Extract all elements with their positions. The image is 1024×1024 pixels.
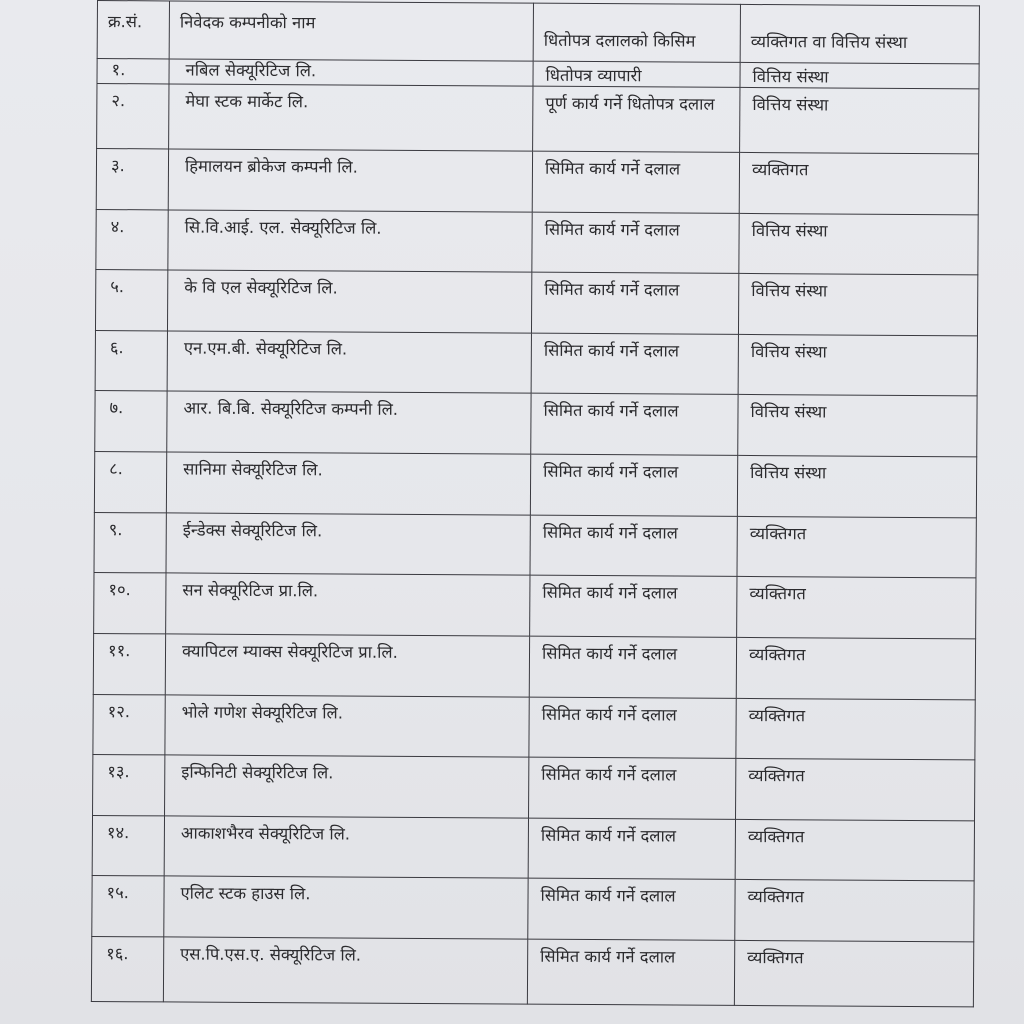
cell-serial-number: १२.	[93, 694, 165, 755]
cell-broker-type: सिमित कार्य गर्ने दलाल	[531, 333, 738, 395]
table-header	[97, 1, 979, 64]
cell-company-name: मेघा स्टक मार्केट लि.	[169, 84, 533, 151]
cell-serial-number: ५.	[95, 270, 167, 331]
cell-category: व्यक्तिगत	[735, 819, 974, 881]
table-row	[93, 694, 975, 760]
table-row	[94, 452, 976, 518]
cell-broker-type: सिमित कार्य गर्ने दलाल	[529, 757, 736, 819]
cell-serial-number: १५.	[92, 876, 164, 937]
table-body	[91, 59, 979, 1007]
table-row	[93, 755, 975, 821]
cell-broker-type: सिमित कार्य गर्ने दलाल	[529, 636, 736, 698]
table-row	[95, 270, 977, 336]
cell-broker-type: पूर्ण कार्य गर्ने धितोपत्र दलाल	[533, 86, 740, 152]
cell-company-name: एलिट स्टक हाउस लि.	[164, 876, 528, 939]
cell-broker-type: सिमित कार्य गर्ने दलाल	[528, 818, 735, 880]
cell-broker-type: सिमित कार्य गर्ने दलाल	[531, 272, 738, 334]
header-applicant-company-name: निवेदक कम्पनीको नाम	[169, 1, 533, 61]
cell-category: वित्तिय संस्था	[740, 62, 979, 89]
cell-serial-number: ४.	[96, 209, 168, 270]
cell-company-name: सानिमा सेक्यूरिटिज लि.	[166, 452, 530, 515]
cell-company-name: सि.वि.आई. एल. सेक्यूरिटिज लि.	[168, 209, 532, 272]
table-row	[92, 815, 974, 881]
table-row	[94, 512, 976, 578]
cell-company-name: एन.एम.बी. सेक्यूरिटिज लि.	[167, 331, 531, 394]
cell-category: वित्तिय संस्था	[739, 213, 978, 275]
broker-applicants-table	[91, 0, 980, 1007]
cell-serial-number: १३.	[93, 755, 165, 816]
table-row	[96, 209, 978, 275]
table-row	[94, 573, 976, 639]
cell-serial-number: २.	[97, 84, 169, 149]
header-individual-or-institution: व्यक्तिगत वा वित्तिय संस्था	[740, 4, 979, 63]
cell-serial-number: ९.	[94, 512, 166, 573]
cell-broker-type: सिमित कार्य गर्ने दलाल	[529, 697, 736, 759]
cell-broker-type: सिमित कार्य गर्ने दलाल	[532, 151, 739, 213]
cell-category: वित्तिय संस्था	[740, 88, 979, 154]
table-row	[95, 391, 977, 457]
cell-company-name: एस.पि.एस.ए. सेक्यूरिटिज लि.	[163, 937, 527, 1004]
cell-company-name: इन्फिनिटी सेक्यूरिटिज लि.	[165, 755, 529, 818]
cell-serial-number: १६.	[91, 937, 163, 1002]
cell-serial-number: ३.	[96, 148, 168, 209]
cell-category: व्यक्तिगत	[737, 577, 976, 639]
cell-serial-number: ११.	[93, 633, 165, 694]
cell-company-name: ईन्डेक्स सेक्यूरिटिज लि.	[166, 513, 530, 576]
cell-serial-number: ८.	[94, 452, 166, 513]
cell-broker-type: सिमित कार्य गर्ने दलाल	[528, 879, 735, 941]
cell-serial-number: ७.	[95, 391, 167, 452]
header-serial-number: क्र.सं.	[97, 1, 169, 59]
cell-serial-number: १४.	[92, 815, 164, 876]
cell-category: वित्तिय संस्था	[737, 455, 976, 517]
cell-broker-type: धितोपत्र व्यापारी	[533, 61, 740, 87]
cell-category: व्यक्तिगत	[736, 759, 975, 821]
cell-category: व्यक्तिगत	[736, 698, 975, 760]
cell-category: व्यक्तिगत	[739, 152, 978, 214]
cell-category: वित्तिय संस्था	[738, 395, 977, 457]
table-row	[93, 633, 975, 699]
cell-company-name: आकाशभैरव सेक्यूरिटिज लि.	[164, 816, 528, 879]
cell-broker-type: सिमित कार्य गर्ने दलाल	[530, 575, 737, 637]
table-header-row	[97, 1, 979, 64]
table-row	[91, 937, 973, 1007]
cell-company-name: के वि एल सेक्यूरिटिज लि.	[167, 270, 531, 333]
cell-category: व्यक्तिगत	[737, 516, 976, 578]
cell-broker-type: सिमित कार्य गर्ने दलाल	[530, 454, 737, 516]
cell-serial-number: १.	[97, 59, 169, 85]
table-row	[97, 84, 979, 154]
table-row	[92, 876, 974, 942]
cell-serial-number: ६.	[95, 330, 167, 391]
cell-company-name: आर. बि.बि. सेक्यूरिटिज कम्पनी लि.	[167, 391, 531, 454]
table-row	[95, 330, 977, 396]
cell-company-name: भोले गणेश सेक्यूरिटिज लि.	[165, 694, 529, 757]
cell-broker-type: सिमित कार्य गर्ने दलाल	[530, 515, 737, 577]
cell-category: व्यक्तिगत	[735, 880, 974, 942]
cell-category: वित्तिय संस्था	[738, 274, 977, 336]
cell-category: व्यक्तिगत	[736, 637, 975, 699]
cell-broker-type: सिमित कार्य गर्ने दलाल	[531, 394, 738, 456]
cell-company-name: क्यापिटल म्याक्स सेक्यूरिटिज प्रा.लि.	[165, 634, 529, 697]
cell-company-name: हिमालयन ब्रोकेज कम्पनी लि.	[168, 149, 532, 212]
cell-category: वित्तिय संस्था	[738, 334, 977, 396]
cell-company-name: सन सेक्यूरिटिज प्रा.लि.	[166, 573, 530, 636]
cell-category: व्यक्तिगत	[734, 940, 973, 1006]
header-broker-type: धितोपत्र दलालको किसिम	[533, 3, 740, 62]
cell-broker-type: सिमित कार्य गर्ने दलाल	[532, 212, 739, 274]
cell-serial-number: १०.	[94, 573, 166, 634]
cell-company-name: नबिल सेक्यूरिटिज लि.	[169, 59, 533, 86]
cell-broker-type: सिमित कार्य गर्ने दलाल	[527, 939, 734, 1005]
table-row	[96, 148, 978, 214]
